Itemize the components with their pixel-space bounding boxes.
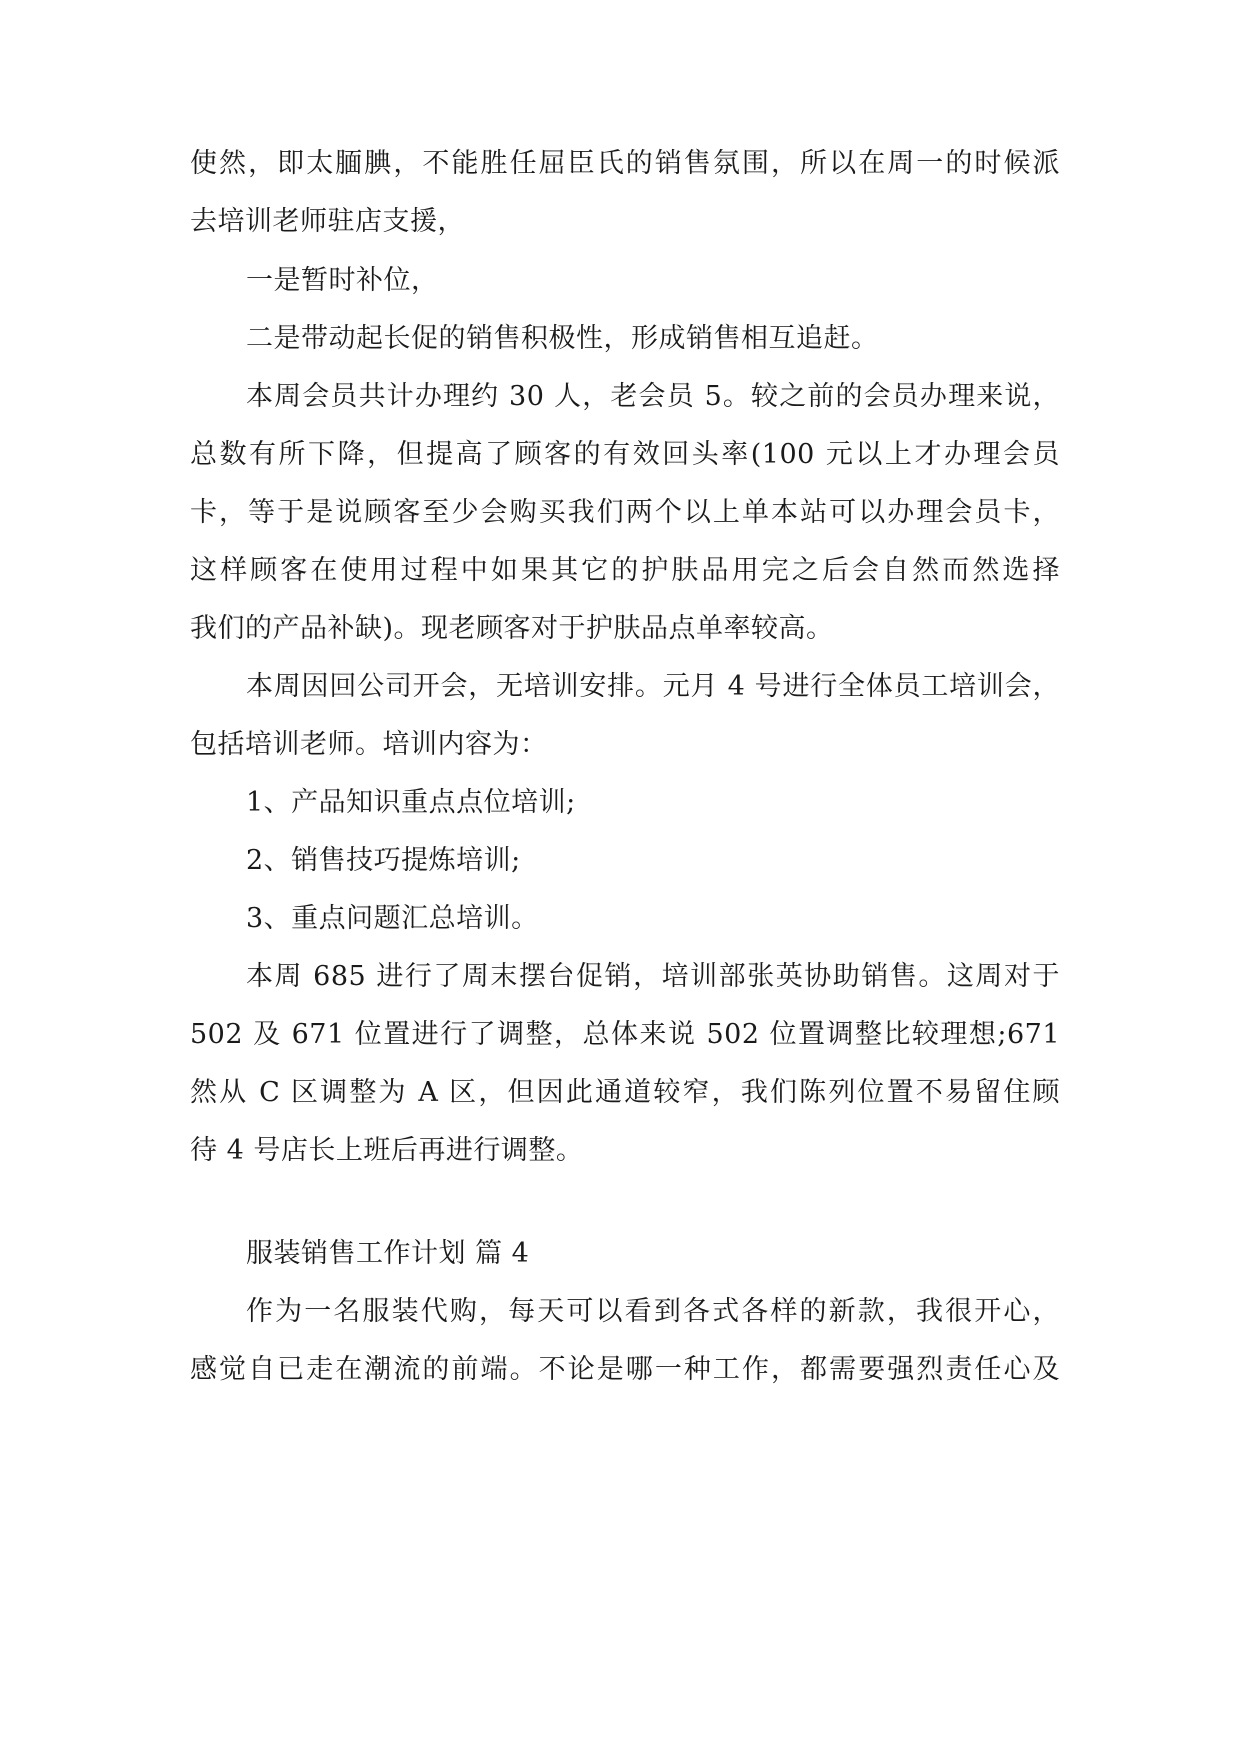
paragraph-line: 本周因回公司开会，无培训安排。元月 4 号进行全体员工培训会， xyxy=(246,671,1060,702)
list-item: 3、重点问题汇总培训。 xyxy=(246,903,539,934)
paragraph-line: 本周会员共计办理约 30 人，老会员 5。较之前的会员办理来说， xyxy=(246,381,1060,412)
paragraph-line: 二是带动起长促的销售积极性，形成销售相互追赶。 xyxy=(246,323,879,354)
paragraph-line: 一是暂时补位， xyxy=(246,265,439,296)
paragraph-line: 感觉自已走在潮流的前端。不论是哪一种工作，都需要强烈责任心及 xyxy=(190,1354,1060,1385)
paragraph-line: 卡，等于是说顾客至少会购买我们两个以上单本站可以办理会员卡， xyxy=(190,497,1060,528)
paragraph-line: 作为一名服装代购，每天可以看到各式各样的新款，我很开心， xyxy=(246,1296,1060,1327)
paragraph-line: 总数有所下降，但提高了顾客的有效回头率(100 元以上才办理会员 xyxy=(190,439,1060,470)
paragraph-line: 502 及 671 位置进行了调整，总体来说 502 位置调整比较理想;671 xyxy=(190,1019,1060,1050)
paragraph-line: 使然，即太腼腆，不能胜任屈臣氏的销售氛围，所以在周一的时候派 xyxy=(190,148,1060,179)
section-heading: 服装销售工作计划 篇 4 xyxy=(246,1238,530,1269)
paragraph-line: 本周 685 进行了周末摆台促销，培训部张英协助销售。这周对于 xyxy=(246,961,1060,992)
paragraph-line: 然从 C 区调整为 A 区，但因此通道较窄，我们陈列位置不易留住顾 xyxy=(190,1077,1060,1108)
paragraph-line: 去培训老师驻店支援， xyxy=(190,206,465,237)
paragraph-line: 包括培训老师。培训内容为： xyxy=(190,729,548,760)
list-item: 2、销售技巧提炼培训; xyxy=(246,845,521,876)
list-item: 1、产品知识重点点位培训; xyxy=(246,787,576,818)
paragraph-line: 这样顾客在使用过程中如果其它的护肤品用完之后会自然而然选择 xyxy=(190,555,1060,586)
paragraph-line: 待 4 号店长上班后再进行调整。 xyxy=(190,1135,584,1166)
paragraph-line: 我们的产品补缺)。现老顾客对于护肤品点单率较高。 xyxy=(190,613,834,644)
